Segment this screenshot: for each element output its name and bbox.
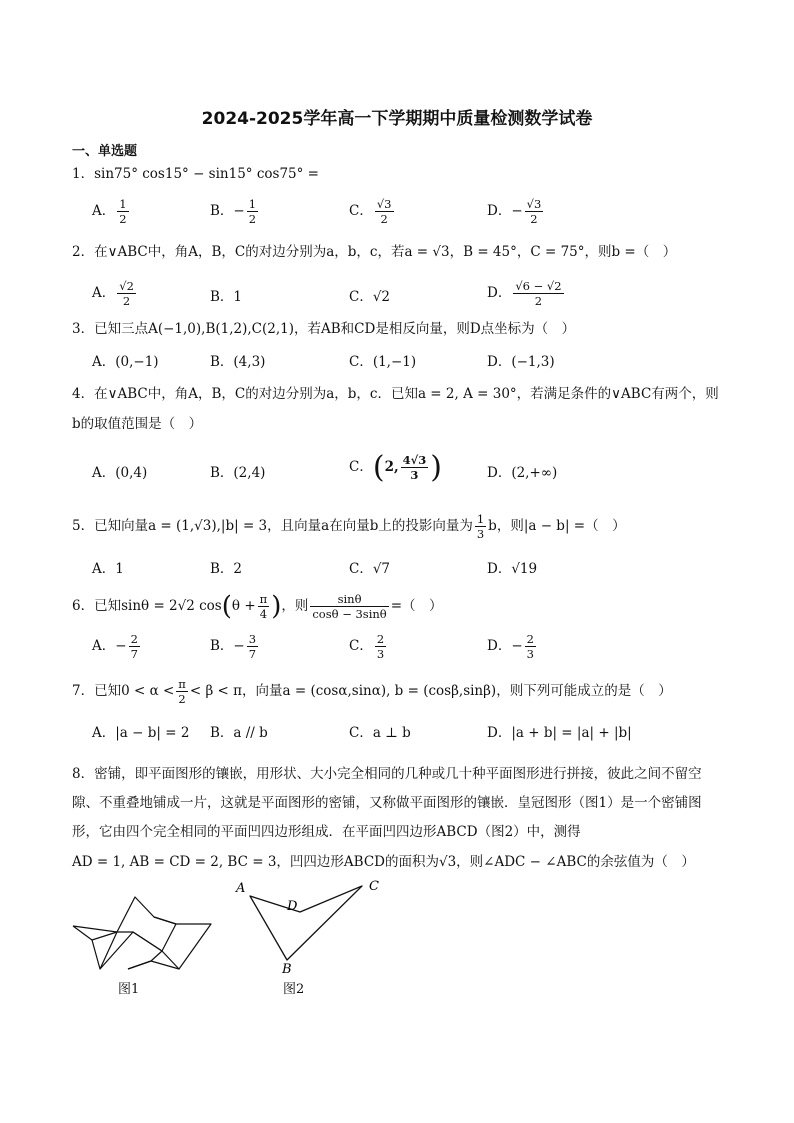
q3-option-a[interactable]: A．(0,−1) (92, 354, 159, 370)
fraction: $\frac{√2}{2}$ (119, 279, 134, 308)
q2-option-a[interactable] (92, 279, 138, 308)
fraction: $\frac{1}{2}$ (119, 197, 127, 226)
q4-option-b[interactable]: B．(2,4) (210, 465, 266, 481)
option-label: D． (487, 285, 512, 301)
q7-option-c[interactable]: C．a ⊥ b (349, 725, 411, 741)
fraction: $\frac{√3}{2}$ (526, 197, 542, 226)
figure1-caption: 图1 (118, 982, 140, 997)
option-label: B．− (210, 203, 245, 219)
crown-upper-left-piece (92, 897, 176, 951)
page-title: 2024-2025学年高一下学期期中质量检测数学试卷 (201, 109, 593, 129)
q6-option-b[interactable] (210, 632, 260, 661)
q1-option-b[interactable] (210, 197, 260, 226)
crown-middle-piece (100, 932, 162, 969)
crown-right-piece (154, 917, 211, 969)
crown-lower-piece (128, 961, 179, 969)
q1-stem: 1．sin75° cos15° − sin15° cos75° = (72, 166, 319, 182)
right-paren: ) (430, 450, 442, 485)
option-label: B．− (210, 638, 245, 654)
option-label: C． (349, 203, 373, 219)
q5-option-d[interactable]: D．√19 (487, 561, 538, 577)
vertex-label-b: B (282, 962, 292, 976)
option-label: A． (92, 203, 116, 219)
q5-stem-part-a: 5．已知向量a = (1,√3),|b| = 3，且向量a在向量b上的投影向量为 (72, 518, 473, 534)
option-label: D．− (487, 203, 523, 219)
q3-option-d[interactable]: D．(−1,3) (487, 354, 555, 370)
q2-stem: 2．在∨ABC中，角A，B，C的对边分别为a，b，c，若a = √3，B = 45°，C = 75°，则b =（ ） (72, 244, 677, 260)
option-label: A．− (92, 638, 127, 654)
vertex-label-d: D (287, 899, 298, 914)
q1-option-d[interactable] (487, 197, 545, 226)
q4-option-a[interactable]: A．(0,4) (92, 465, 148, 481)
fraction: $\frac{4√3}{3}$ (402, 453, 427, 482)
q6-stem-part-b: ，则 (281, 598, 309, 614)
fraction: $\frac{\pi}{2}$ (178, 677, 186, 706)
q7-option-b[interactable]: B．a // b (210, 725, 268, 741)
q7-option-a[interactable]: A．|a − b| = 2 (92, 725, 190, 741)
q2-option-c[interactable]: C．√2 (349, 289, 391, 305)
fraction: $\frac{1}{3}$ (476, 512, 485, 541)
vertex-label-a: A (236, 881, 246, 896)
fraction: $\frac{1}{2}$ (248, 197, 257, 226)
interval-start: 2, (384, 459, 399, 475)
fraction: $\frac{√3}{2}$ (376, 197, 392, 226)
fraction: $\frac{2}{7}$ (130, 632, 138, 661)
q1-option-c[interactable] (349, 197, 396, 226)
q3-stem: 3．已知三点A(−1,0),B(1,2),C(2,1)，若AB和CD是相反向量，则D点坐标为（ ） (72, 321, 576, 337)
q7-stem-part-a: 7．已知0 < α < (72, 683, 175, 699)
q3-option-b[interactable]: B．(4,3) (210, 354, 266, 370)
q6-paren-content: θ + (231, 598, 256, 614)
left-paren: ( (372, 450, 385, 485)
q2-option-d[interactable] (487, 279, 566, 308)
q5-stem (72, 512, 626, 541)
q5-option-b[interactable]: B．2 (210, 561, 243, 577)
q7-stem-part-b: < β < π，向量a = (cosα,sinα), b = (cosβ,sinβ)，则下列可能成立的是（ ） (189, 683, 672, 699)
option-label: A． (92, 285, 116, 301)
figure2-caption: 图2 (283, 982, 305, 997)
q1-option-a[interactable] (92, 197, 131, 226)
q5-option-c[interactable]: C．√7 (349, 561, 391, 577)
vertex-label-c: C (369, 879, 379, 894)
right-paren: ) (271, 591, 282, 622)
q4-stem-line2: b的取值范围是（ ） (72, 416, 203, 432)
q5-option-a[interactable]: A．1 (92, 561, 124, 577)
fraction: $\frac{\sin\theta}{\cos\theta - 3\sin\theta}$ (312, 592, 387, 621)
fraction: $\frac{√6 - √2}{2}$ (515, 279, 562, 308)
section-heading: 一、单选题 (72, 144, 138, 159)
fraction: $\frac{3}{7}$ (248, 632, 257, 661)
option-label: D．− (487, 638, 523, 654)
q6-stem-part-a: 6．已知sinθ = 2√2 cos (72, 598, 222, 614)
q2-option-b[interactable]: B．1 (210, 289, 243, 305)
q7-option-d[interactable]: D．|a + b| = |a| + |b| (487, 725, 632, 741)
quadrilateral-abcd (250, 886, 362, 960)
q6-option-a[interactable] (92, 632, 142, 661)
figure2-quadrilateral-diagram (230, 874, 390, 976)
q6-option-c[interactable] (349, 632, 388, 661)
q8-last-line: AD = 1, AB = CD = 2, BC = 3，凹四边形ABCD的面积为√3，则∠ADC − ∠ABC的余弦值为（ ） (72, 854, 695, 870)
q6-stem-part-c: =（ ） (390, 598, 443, 614)
fraction: $\frac{2}{3}$ (376, 632, 385, 661)
q3-option-c[interactable]: C．(1,−1) (349, 354, 417, 370)
fraction: $\frac{2}{3}$ (526, 632, 534, 661)
q4-option-c[interactable] (349, 450, 442, 485)
crown-left-piece (73, 926, 117, 969)
q8-text: 8．密铺，即平面图形的镶嵌，用形状、大小完全相同的几种或几十种平面图形进行拼接，彼此之间不留空隙、不重叠地铺成一片，这就是平面图形的密铺，又称做平面图形的镶嵌．皇冠图形（图1）是一个密铺图形，它由四个完全相同的平面凹四边形组成．在平面凹四边形ABCD（图2）中，测得 (72, 766, 702, 840)
figure1-crown-diagram (70, 884, 216, 970)
left-paren: ( (221, 591, 232, 622)
fraction: $\frac{\pi}{4}$ (259, 592, 268, 621)
q4-option-d[interactable]: D．(2,+∞) (487, 465, 558, 481)
q7-stem (72, 677, 672, 706)
q4-stem-line1: 4．在∨ABC中，角A，B，C的对边分别为a，b，c．已知a = 2, A = 30°，若满足条件的∨ABC有两个，则 (72, 386, 719, 402)
option-label: C． (349, 459, 373, 475)
q6-stem (72, 592, 443, 621)
q6-option-d[interactable] (487, 632, 538, 661)
q5-stem-part-b: b，则|a − b| =（ ） (488, 518, 626, 534)
option-label: C． (349, 638, 373, 654)
